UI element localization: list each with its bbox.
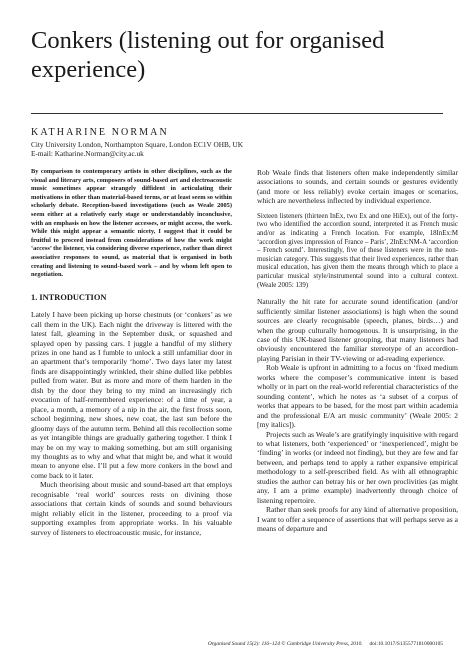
block-quote: Sixteen listeners (thirteen InEx, two Ex and one HiEx), out of the forty-two who identified the accordion sound, interpreted it as French music and/or as indicating a French location. For example, 18InEx:M ‘accordion gives impression of France – Paris’, 2InEx:NM-A ‘accordion – French sound’. Interestingly, five of these listeners were in the non-musician category. This suggests that their lived experiences, rather than musical education, has given them the means through which to place a particular musical style/instrumental sound into a cultural context. (Weale 2005: 139): [257, 212, 458, 289]
right-column: [257, 168, 458, 533]
footer-doi: doi:10.1017/S1355771810000105: [369, 641, 443, 647]
abstract: By comparison to contemporary artists in other disciplines, such as the visual and literary arts, composers of sound-based art and electroacoustic music sometimes appear strangely diffident in articulating their motivations in other than material-based terms, or at least seem so within scholarly debate. Reception-based investigations (such as Weale 2005) seem either at a relatively early stage or understandably inconclusive, with an emphasis on how the listener accesses, or might access, the work. While this might appear a semantic nicety, I suggest that it could be fruitful to proceed instead from considerations of how the work might ‘access’ the listener, via considering diverse experience, rather than direct associative responses to sound, as material that is organised in both creating and listening to sound-based work – and by whom left open to negotiation.: [31, 168, 232, 279]
body-paragraph: Projects such as Weale’s are gratifyingly inquisitive with regard to what listeners, both ‘experienced’ or ‘inexperienced’, might be ‘finding’ in works (or indeed not finding), but they are few and far between, and perhaps tend to apply a rather expansive empirical methodology to a self-prescribed field. As with all ethnographic studies the author can betray his or her own proclivities (as might any, I am a prime example) inadvertently through choice of listening repertoire.: [257, 429, 458, 505]
body-paragraph: Lately I have been picking up horse chestnuts (or ‘conkers’ as we call them in the UK). Each night the driveway is littered with the latest fall, gleaming in the September dusk, or squashed and splayed open by passing cars. I juggle a handful of my slithery prizes in one hand as I fumble to unlock a still unfamiliar door in an apartment that’s temporarily ‘home’. Two days later my latest finds are disappointingly wrinkled, their shine dulled like pebbles pulled from water. But as more and more of them harden in the dish by the door they bring to my mind an increasingly rich evocation of half-remembered experience: of a time of year, a place, a month, a memory of a nip in the air, the first frosts soon, school beginning, new shoes, new coat, the last sun before the gloomy days of the autumn term. Behind all this recollection some as yet intangible things are gradually gathering together. I think I may be on my way to making something, but am still organising my thoughts as to why and what that might be, and what it would mean to anyone else. I’ll put a few more conkers in the bowl and come back to it later.: [31, 310, 232, 480]
article-title: Conkers (listening out for organised experience): [31, 27, 385, 83]
body-paragraph: Rob Weale is upfront in admitting to a focus on ‘fixed medium works where the composer’s communicative intent is based wholly or in part on the real-world referential characteristics of the sounding content’, which he notes as ‘a subset of a corpus of works that appears to be based, for the most part within academia and the professional E/A art music community’ (Weale 2005: 2 [my italics]).: [257, 363, 458, 430]
body-paragraph: Rather than seek proofs for any kind of alternative proposition, I want to offer a sequence of assertions that will perhaps serve as a means of departure and: [257, 505, 458, 534]
header-divider: [31, 113, 443, 114]
footer-citation: Organised Sound 15(2): 116–124 © Cambridge University Press, 2010.: [207, 641, 363, 647]
body-paragraph: Much theorising about music and sound-based art that employs recognisable ‘real world’ sources rests on divining those associations that certain kinds of sounds and sound behaviours might reliably elicit in the listener, proceeding to a proof via supporting examples from appropriate works. In his valuable survey of listeners to electroacoustic music, for instance,: [31, 480, 232, 537]
section-heading: 1. INTRODUCTION: [31, 292, 107, 302]
body-paragraph: Rob Weale finds that listeners often make independently similar associations to sounds, and certain sounds or gestures evidently (and more or less reliably) evoke certain images or scenarios, which are nevertheless inflected by individual experience.: [257, 168, 458, 206]
author-name: KATHARINE NORMAN: [31, 127, 169, 138]
affiliation-address: City University London, Northampton Square, London EC1V OHB, UK: [31, 140, 244, 149]
body-paragraph: Naturally the hit rate for accurate sound identification (and/or sufficiently similar listener associations) is high when the sound sources are clearly recognisable (speech, planes, birds…) and when the group culturally homogenous. It is unsurprising, in the case of this UK-based listener grouping, that many listeners had obviously encountered the familiar stereotype of an accordion-playing Parisian in their TV-viewing or ad-reading experience.: [257, 297, 458, 363]
author-email[interactable]: E-mail: Katharine.Norman@city.ac.uk: [31, 149, 144, 158]
left-column: [31, 168, 232, 537]
page-footer: [31, 641, 443, 648]
author-affiliation: [31, 140, 243, 158]
